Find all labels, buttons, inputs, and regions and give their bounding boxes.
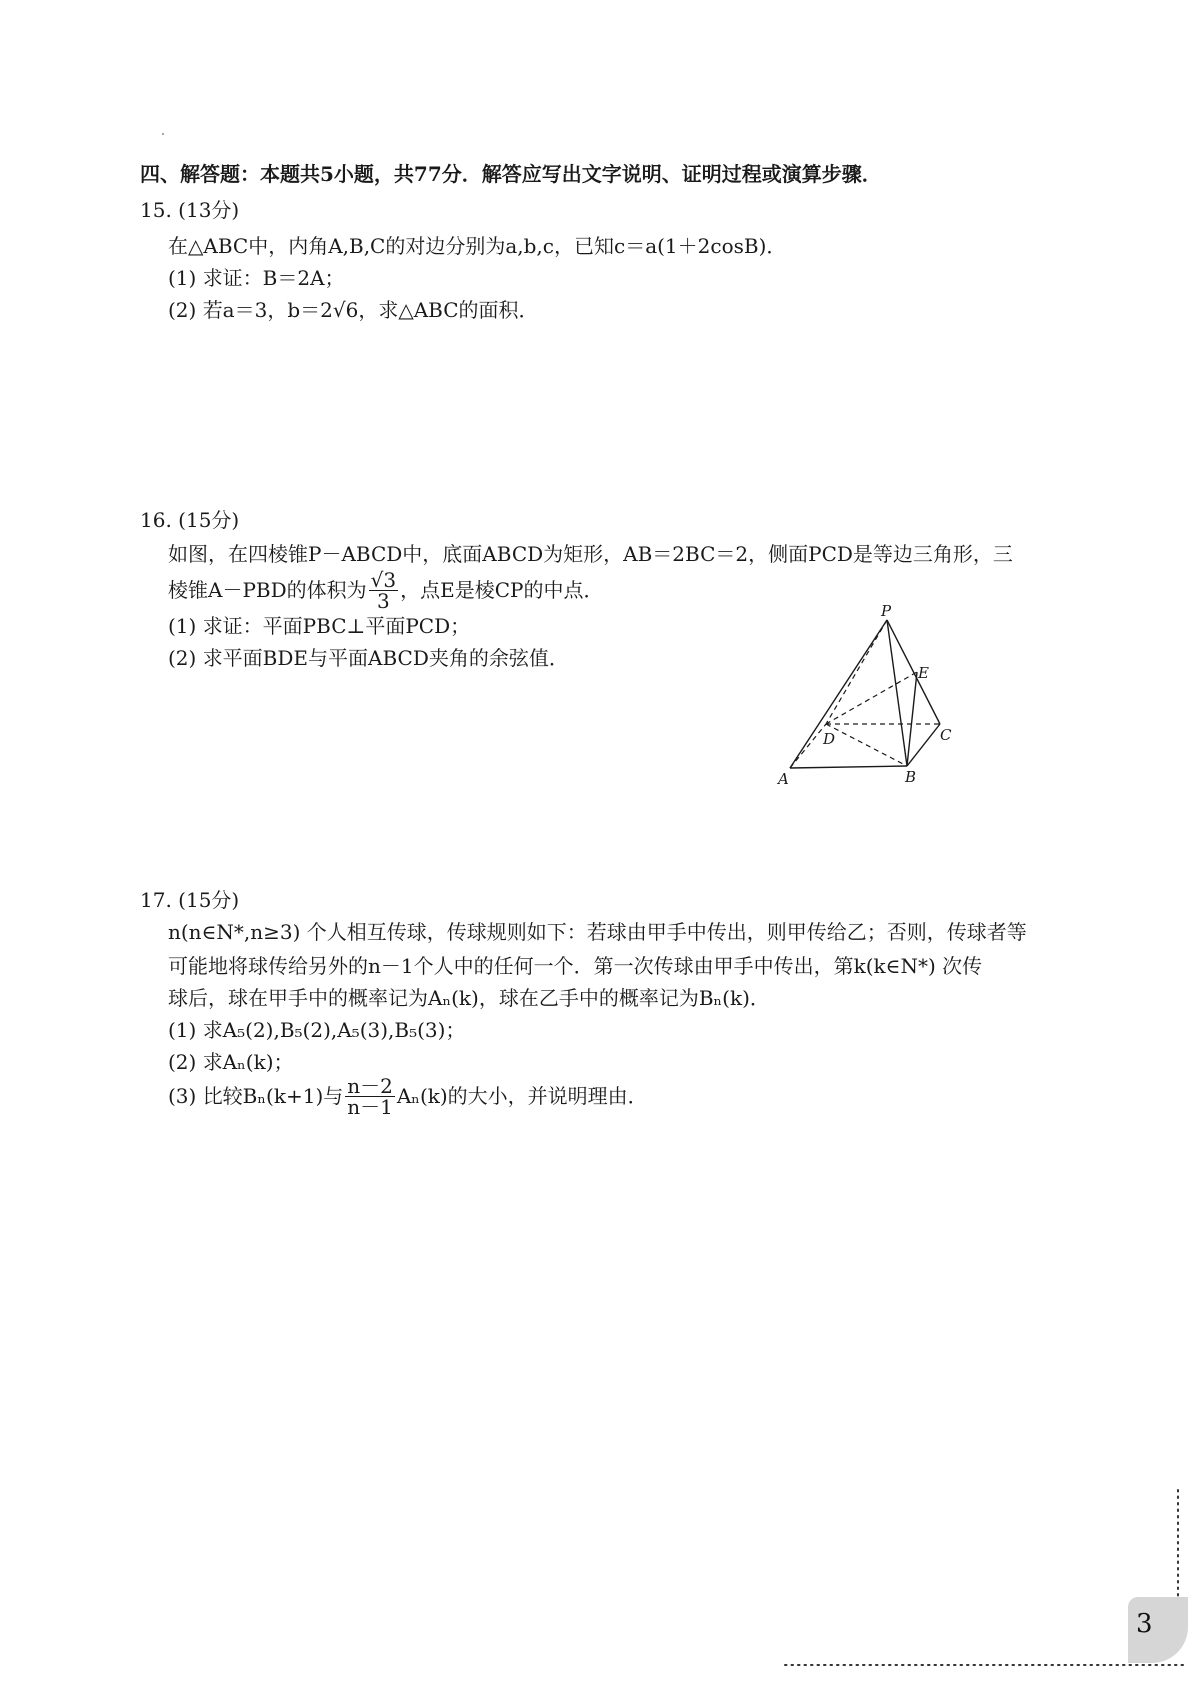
q17-stem-line1: n(n∈N*,n≥3) 个人相互传球，传球规则如下：若球由甲手中传出，则甲传给乙；否则，传球者等 [168,920,1027,944]
q17-part3-pre: (3) 比较Bₙ(k+1)与 [168,1084,344,1108]
q17-stem-line3: 球后，球在甲手中的概率记为Aₙ(k)，球在乙手中的概率记为Bₙ(k)． [168,986,770,1010]
q16-fraction-denominator: 3 [377,588,390,613]
edge-PB [887,620,907,766]
q17-stem-line2: 可能地将球传给另外的n－1个人中的任何一个．第一次传球由甲手中传出，第k(k∈N*) 次传 [168,954,983,978]
section-heading: 四、解答题：本题共5小题，共77分．解答应写出文字说明、证明过程或演算步骤． [140,162,882,186]
edge-BC [907,724,940,766]
q16-stem-line2 [168,566,603,614]
q17-fraction-denominator: n－1 [347,1094,393,1119]
label-P: P [881,602,892,620]
edge-EB [907,672,917,766]
label-A: A [778,770,789,788]
edge-PA [790,620,887,768]
label-C: C [940,726,952,744]
q15-stem: 在△ABC中，内角A,B,C的对边分别为a,b,c，已知c＝a(1＋2cosB)． [168,234,787,258]
label-D: D [823,730,836,748]
q16-stem-line2-pre: 棱锥A－PBD的体积为 [168,578,367,602]
q16-fraction-numerator: √3 [370,567,397,592]
q16-stem-line2-post: ，点E是棱CP的中点． [400,578,604,602]
dotted-trim-horizontal [785,1663,1185,1667]
pyramid-figure [778,602,1070,860]
q17-part1: (1) 求A₅(2),B₅(2),A₅(3),B₅(3)； [168,1018,466,1042]
q17-part3 [168,1072,648,1120]
edge-AD [790,724,826,768]
edge-PD [826,620,887,724]
scan-speck [162,133,164,135]
q16-volume-fraction [369,567,398,613]
q16-part2: (2) 求平面BDE与平面ABCD夹角的余弦值． [168,646,569,670]
label-E: E [918,664,929,682]
label-B: B [905,768,917,786]
q15-part1: (1) 求证：B＝2A； [168,266,345,290]
q15-part2: (2) 若a＝3，b＝2√6，求△ABC的面积． [168,298,539,322]
dotted-trim-vertical [1176,1490,1180,1600]
q17-number: 17. (15分) [140,888,240,912]
edge-AB [790,766,907,768]
page-number: 3 [1136,1609,1153,1639]
edge-DE [826,672,917,724]
q16-number: 16. (15分) [140,508,240,532]
edge-DB [826,724,907,766]
q17-part3-post: Aₙ(k)的大小，并说明理由． [396,1084,648,1108]
q16-stem-line1: 如图，在四棱锥P－ABCD中，底面ABCD为矩形，AB＝2BC＝2，侧面PCD是等边三角形，三 [168,542,1013,566]
q17-ratio-fraction [345,1073,395,1119]
q17-part2: (2) 求Aₙ(k)； [168,1050,294,1074]
q17-fraction-numerator: n－2 [347,1073,393,1098]
q16-part1: (1) 求证：平面PBC⊥平面PCD； [168,614,471,638]
q15-number: 15. (13分) [140,198,240,222]
